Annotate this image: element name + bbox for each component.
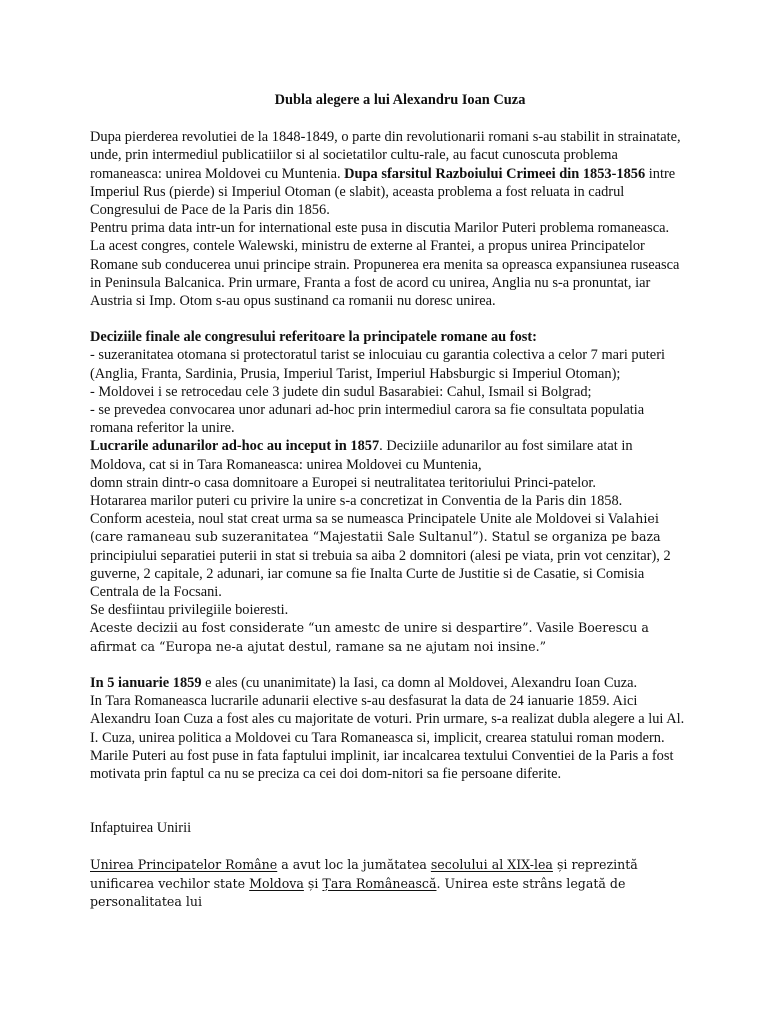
- list-item: - suzeranitatea otomana si protectoratul tarist se inlocuiau cu garantia colectiva a celor 7 mari puteri (Anglia, Franta, Sardinia, Prusia, Imperiul Tarist, Imperiul Habsburgic si Imperiul Otoman);: [90, 347, 665, 382]
- bold-text: Deciziile finale ale congresului referitoare la principatele romane au fost:: [90, 329, 537, 346]
- paragraph-text: . Deciziile adunarilor au fost similare atat in Moldova, cat si in Tara Romaneasca: unirea Moldovei cu Muntenia,: [90, 438, 633, 473]
- paragraph-text: Marile Puteri au fost puse in fata faptului implinit, iar incalcarea textului Conventiei de la Paris a fost motivata prin faptul ca nu se preciza ca cei doi dom-nitori sa fie persoane diferite.: [90, 747, 674, 782]
- section-heading: Infaptuirea Unirii: [90, 820, 192, 837]
- paragraph-adhoc: [90, 437, 686, 473]
- decisions-heading: [90, 328, 686, 346]
- link-moldova[interactable]: Moldova: [249, 875, 304, 891]
- link-unirea[interactable]: Unirea Principatelor Române: [90, 857, 278, 873]
- paragraph-text: . Unirea este strâns legată de personalitatea lui: [90, 875, 626, 909]
- paragraph-text: Hotararea marilor puteri cu privire la unire s-a concretizat in Conventia de la Paris din 1858.: [90, 493, 623, 510]
- paragraph-congress: Pentru prima data intr-un for international este pusa in discutia Marilor Puteri problema romaneasca. La acest congres, contele Walewski, ministru de externe al Frantei, a propus unirea Principatelor Romane sub conducerea unui principe strain. Propunerea era menita sa opreasca expansiunea ruseasca in Peninsula Balcanica. Prin urmare, Franta a fost de acord cu unirea, Anglia nu s-a pronuntat, iar Austria si Imp. Otom s-au opus sustinand ca romanii nu doresc unirea.: [90, 220, 680, 310]
- paragraph-text: intre Imperiul Rus (pierde) si Imperiul Otoman (e slabit), aceasta problema a fost reluata in cadrul Congresului de Pace de la Paris din 1856.: [90, 165, 676, 219]
- list-item: - se prevedea convocarea unor adunari ad-hoc prin intermediul carora sa fie consultata populatia romana referitor la unire.: [90, 402, 645, 437]
- paragraph-convention: [90, 510, 686, 601]
- bold-text: Lucrarile adunarilor ad-hoc au inceput in 1857: [90, 438, 380, 455]
- paragraph-text: domn strain dintr-o casa domnitoare a Europei si neutralitatea teritoriului Princi-patelor.: [90, 474, 597, 491]
- spacer: [90, 310, 686, 328]
- document-page: [90, 91, 686, 911]
- paragraph-text-alt-font: Valahiei (care ramaneau sub suzeranitatea “Majestatii Sale Sultanul”). Statul se organiza pe baza: [90, 511, 661, 545]
- paragraph-text: Se desfiintau privilegiile boieresti.: [90, 602, 289, 619]
- bold-text: In 5 ianuarie 1859: [90, 674, 202, 691]
- link-secol[interactable]: secolului al XIX-lea: [430, 857, 553, 873]
- paragraph-text: In Tara Romaneasca lucrarile adunarii elective s-au desfasurat la data de 24 ianuarie 1859. Aici Alexandru Ioan Cuza a fost ales cu majoritate de voturi. Prin urmare, s-a realizat dubla alegere a lui Al. I. Cuza, unirea politica a Moldovei cu Tara Romaneasca si, implicit, crearea statului roman modern.: [90, 693, 685, 746]
- paragraph-quote: Aceste decizii au fost considerate “un amestc de unire si despartire”. Vasile Boerescu a afirmat ca “Europa ne-a ajutat destul, ramane sa ne ajutam noi insine.”: [90, 620, 649, 654]
- paragraph-union: [90, 856, 686, 911]
- paragraph-intro: [90, 128, 686, 219]
- paragraph-text: Conform acesteia, noul stat creat urma sa se numeasca Principatele Unite ale Moldovei si: [90, 511, 609, 528]
- paragraph-text: și reprezintă unificarea vechilor state: [90, 857, 638, 891]
- paragraph-text: e ales (cu unanimitate) la Iasi, ca domn al Moldovei, Alexandru Ioan Cuza.: [201, 674, 638, 691]
- paragraph-text: principiului separatiei puterii in stat si trebuia sa aiba 2 domnitori (alesi pe viata, prin vot cenzitar), 2 guverne, 2 capitale, 2 adunari, iar comune sa fie Inalta Curte de Justitie si de Casatie, si Comisia Centrala de la Focsani.: [90, 547, 671, 601]
- link-tara-romaneasca[interactable]: Țara Românească: [322, 875, 437, 891]
- bold-text: Dupa sfarsitul Razboiului Crimeei din 1853-1856: [344, 165, 646, 182]
- list-item: - Moldovei i se retrocedau cele 3 judete din sudul Basarabiei: Cahul, Ismail si Bolgrad;: [90, 383, 592, 400]
- document-title: Dubla alegere a lui Alexandru Ioan Cuza: [274, 92, 526, 108]
- spacer: [90, 783, 686, 819]
- paragraph-text: și: [303, 875, 323, 891]
- spacer: [90, 656, 686, 674]
- paragraph-election: [90, 674, 686, 692]
- paragraph-text: a avut loc la jumătatea: [277, 857, 431, 873]
- paragraph-text: Dupa pierderea revolutiei de la 1848-1849, o parte din revolutionarii romani s-au stabilit in strainatate, unde, prin intermediul publicatiilor si al societatilor cultu-rale, au facut cunoscuta problema romaneasca: unirea Moldovei cu Muntenia.: [90, 129, 681, 182]
